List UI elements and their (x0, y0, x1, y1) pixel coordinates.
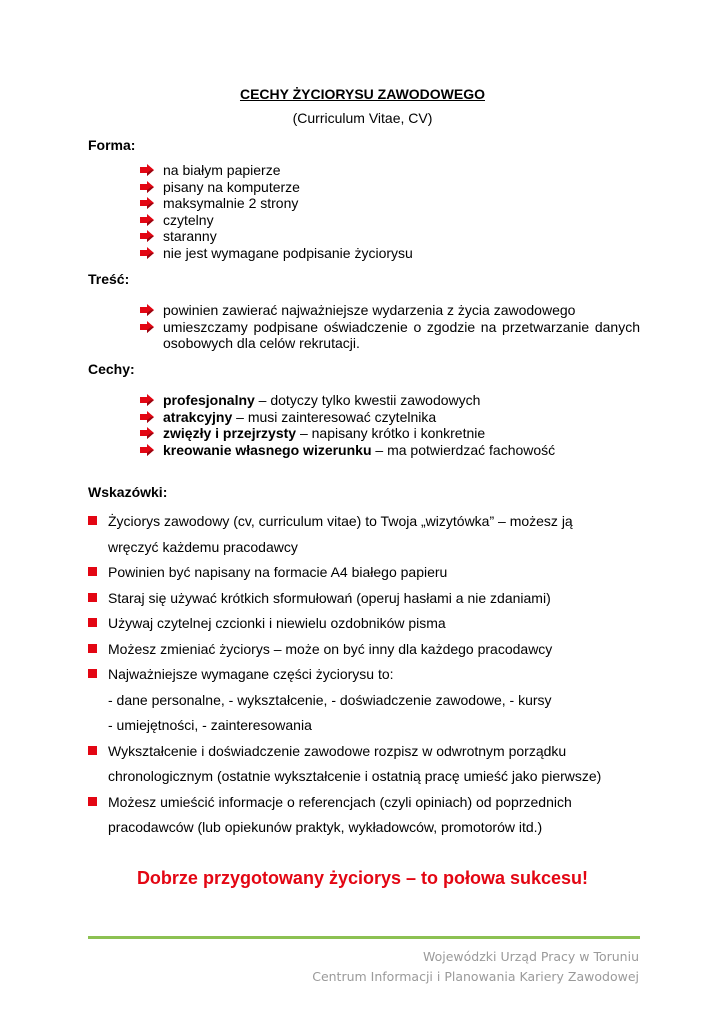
list-item (88, 560, 628, 586)
footer-line-2: Centrum Informacji i Planowania Kariery Zawodowej (312, 969, 639, 984)
arrow-right-bullet-icon (140, 394, 154, 406)
list-item (140, 392, 640, 409)
trait-description: – napisany krótko i konkretnie (296, 425, 486, 442)
red-square-bullet-icon (88, 593, 97, 602)
list-item-text: staranny (163, 228, 217, 245)
list-item-line: Możesz zmieniać życiorys – może on być inny dla każdego pracodawcy (108, 640, 553, 657)
list-item-line: - dane personalne, - wykształcenie, - doświadczenie zawodowe, - kursy (108, 691, 552, 708)
red-square-bullet-icon (88, 669, 97, 678)
list-item (88, 586, 628, 612)
list-item (88, 509, 628, 560)
list-item-line: Najważniejsze wymagane części życiorysu to: (108, 666, 394, 682)
list-item (140, 162, 640, 179)
list-item-line: wręczyć każdemu pracodawcy (108, 538, 298, 555)
list-item-text: maksymalnie 2 strony (163, 195, 299, 212)
trait-description: – dotyczy tylko kwestii zawodowych (254, 392, 481, 408)
red-square-bullet-icon (88, 797, 97, 806)
trait-description: – musi zainteresować czytelnika (232, 408, 437, 425)
arrow-right-bullet-icon (140, 304, 154, 316)
list-item (140, 442, 640, 459)
list-item (140, 228, 640, 245)
list-item (140, 425, 640, 442)
list-item-line: Możesz umieścić informacje o referencjach (czyli opiniach) od poprzednich (108, 793, 572, 810)
list-item-text: nie jest wymagane podpisanie życiorysu (163, 244, 413, 261)
arrow-right-bullet-icon (140, 321, 154, 333)
wskazowki-list (88, 509, 628, 841)
section-heading-forma: Forma: (88, 137, 136, 153)
list-item (140, 319, 640, 352)
list-item-text: powinien zawierać najważniejsze wydarzenia z życia zawodowego (163, 302, 576, 318)
list-item-line: chronologicznym (ostatnie wykształcenie i ostatnią pracę umieść jako pierwsze) (108, 768, 602, 784)
arrow-right-bullet-icon (140, 181, 154, 193)
list-item-line: - umiejętności, - zainteresowania (108, 717, 312, 733)
list-item-text: pisany na komputerze (163, 178, 300, 195)
trait-name: zwięzły i przejrzysty (163, 425, 297, 442)
trait-name: atrakcyjny (163, 408, 233, 425)
red-square-bullet-icon (88, 567, 97, 576)
footer-line-1: Wojewódzki Urząd Pracy w Toruniu (422, 949, 639, 964)
closing-slogan: Dobrze przygotowany życiorys – to połowa sukcesu! (136, 868, 589, 888)
arrow-right-bullet-icon (140, 427, 154, 439)
list-item-line: Wykształcenie i doświadczenie zawodowe rozpisz w odwrotnym porządku (108, 742, 567, 759)
cechy-list (140, 392, 640, 458)
list-item-line: Używaj czytelnej czcionki i niewielu ozdobników pisma (108, 615, 446, 631)
list-item (140, 212, 640, 229)
arrow-right-bullet-icon (140, 164, 154, 176)
section-heading-tresc: Treść: (88, 271, 130, 287)
trait-description: – ma potwierdzać fachowość (371, 441, 556, 458)
list-item (88, 662, 628, 739)
list-item-line: Powinien być napisany na formacie A4 białego papieru (108, 564, 448, 580)
list-item (88, 611, 628, 637)
forma-list (140, 162, 640, 262)
list-item (88, 637, 628, 663)
list-item (140, 245, 640, 262)
list-item-text: czytelny (163, 211, 214, 228)
arrow-right-bullet-icon (140, 214, 154, 226)
list-item-text: na białym papierze (163, 162, 281, 178)
section-heading-cechy: Cechy: (88, 361, 135, 377)
section-heading-wskazowki: Wskazówki: (88, 484, 168, 500)
document-title: CECHY ŻYCIORYSU ZAWODOWEGO (239, 86, 485, 102)
list-item (140, 179, 640, 196)
list-item (88, 739, 628, 790)
list-item-line: Życiorys zawodowy (cv, curriculum vitae) to Twoja „wizytówka” – możesz ją (108, 513, 573, 529)
list-item-line: pracodawców (lub opiekunów praktyk, wykładowców, promotorów itd.) (108, 819, 543, 835)
red-square-bullet-icon (88, 516, 97, 525)
document-subtitle: (Curriculum Vitae, CV) (292, 110, 433, 126)
list-item-line: Staraj się używać krótkich sformułowań (operuj hasłami a nie zdaniami) (108, 589, 551, 606)
arrow-right-bullet-icon (140, 247, 154, 259)
red-square-bullet-icon (88, 746, 97, 755)
red-square-bullet-icon (88, 618, 97, 627)
list-item (140, 409, 640, 426)
arrow-right-bullet-icon (140, 230, 154, 242)
trait-name: kreowanie własnego wizerunku (163, 441, 372, 458)
arrow-right-bullet-icon (140, 411, 154, 423)
trait-name: profesjonalny (163, 392, 255, 408)
tresc-list (140, 302, 640, 352)
list-item (88, 790, 628, 841)
list-item (140, 195, 640, 212)
footer-divider (88, 936, 640, 939)
arrow-right-bullet-icon (140, 444, 154, 456)
red-square-bullet-icon (88, 644, 97, 653)
list-item (140, 302, 640, 319)
list-item-text: umieszczamy podpisane oświadczenie o zgodzie na przetwarzanie danych osobowych dla celów rekrutacji. (163, 318, 640, 352)
arrow-right-bullet-icon (140, 197, 154, 209)
